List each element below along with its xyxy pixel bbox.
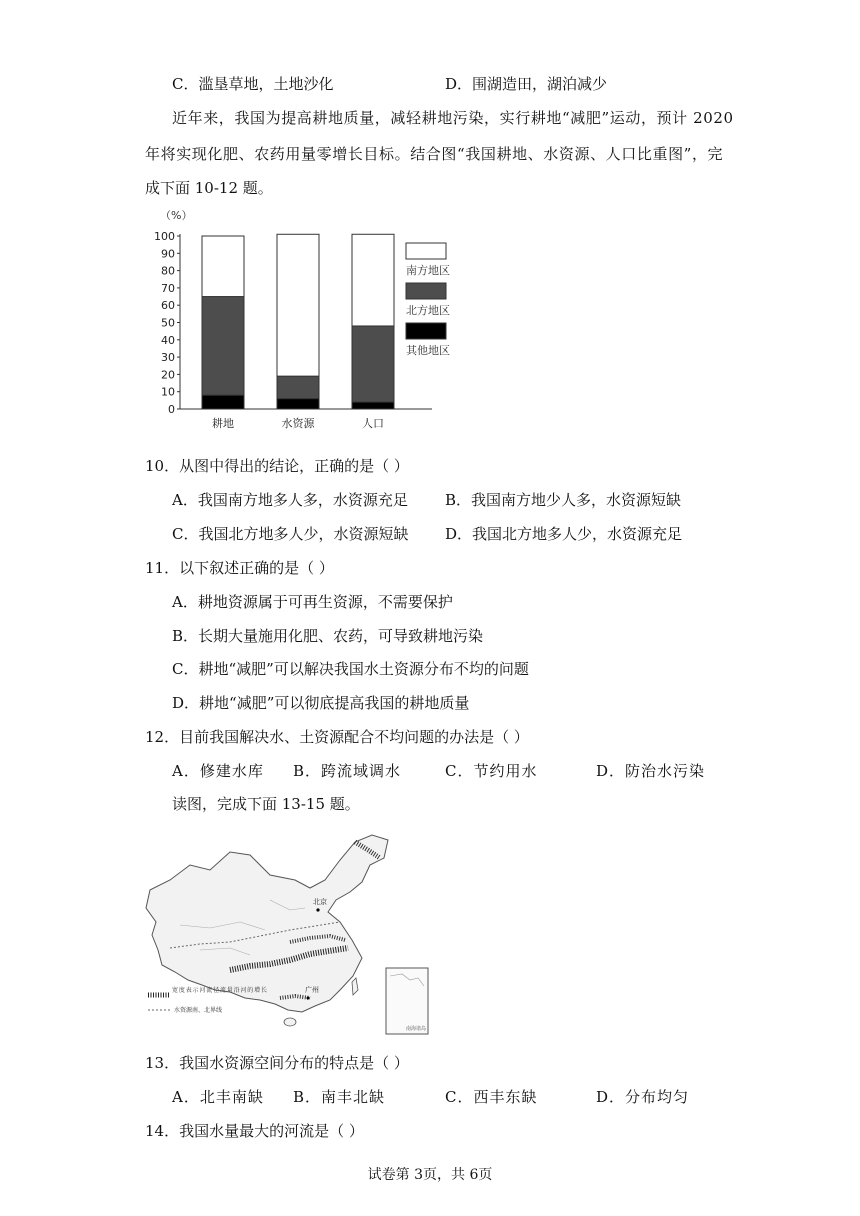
guangzhou-marker <box>307 997 310 1000</box>
q13-option-a: A．北丰南缺 <box>172 1088 264 1106</box>
q13-option-d: D．分布均匀 <box>596 1088 690 1106</box>
y-tick-label: 40 <box>161 333 175 347</box>
china-outline <box>146 835 388 1012</box>
y-axis-unit-label: （%） <box>160 209 193 222</box>
guangzhou-label: 广州 <box>305 986 319 994</box>
legend-label: 其他地区 <box>406 344 450 357</box>
q11-stem: 11．以下叙述正确的是（ ） <box>145 559 334 577</box>
y-tick-label: 80 <box>161 264 175 278</box>
q12-option-b: B．跨流域调水 <box>293 762 402 780</box>
bar-segment <box>202 297 244 396</box>
option-c-prev: C．滥垦草地，土地沙化 <box>172 75 334 93</box>
bar-segment <box>277 234 319 376</box>
option-d-prev: D．围湖造田，湖泊减少 <box>445 75 608 93</box>
q12-stem: 12．目前我国解决水、土资源配合不均问题的办法是（ ） <box>145 728 529 746</box>
legend-swatch <box>406 283 446 299</box>
bar-segment <box>352 326 394 402</box>
x-tick-label: 耕地 <box>212 417 234 430</box>
y-tick-label: 50 <box>161 316 175 330</box>
q12-option-c: C．节约用水 <box>445 762 538 780</box>
q13-option-b: B．南丰北缺 <box>293 1088 386 1106</box>
bar-segment <box>202 236 244 297</box>
beijing-label: 北京 <box>313 898 327 906</box>
q13-stem: 13．我国水资源空间分布的特点是（ ） <box>145 1054 409 1072</box>
q13-option-c: C．西丰东缺 <box>445 1088 538 1106</box>
intro-2: 读图，完成下面 13-15 题。 <box>172 795 360 813</box>
intro-line-3: 成下面 10-12 题。 <box>145 179 273 197</box>
bar-segment <box>352 234 394 326</box>
q11-option-a: A．耕地资源属于可再生资源，不需要保护 <box>172 593 453 611</box>
intro-line-1: 近年来，我国为提高耕地质量，减轻耕地污染，实行耕地“减肥”运动，预计 2020 <box>172 109 734 127</box>
q10-option-a: A．我国南方地多人多，水资源充足 <box>172 491 408 509</box>
y-tick-label: 90 <box>161 247 175 261</box>
legend-width-label: 宽度表示河流径流量沿河的增长 <box>172 987 267 994</box>
legend-swatch <box>406 243 446 259</box>
q10-stem: 10．从图中得出的结论，正确的是（ ） <box>145 457 409 475</box>
y-tick-label: 70 <box>161 281 175 295</box>
q11-option-c: C．耕地“减肥”可以解决我国水土资源分布不均的问题 <box>172 660 529 678</box>
q11-option-b: B．长期大量施用化肥、农药，可导致耕地污染 <box>172 627 484 645</box>
hainan-island <box>284 1018 296 1026</box>
y-tick-label: 20 <box>161 368 175 382</box>
y-tick-label: 30 <box>161 351 175 365</box>
q10-option-c: C．我国北方地多人少，水资源短缺 <box>172 525 409 543</box>
bar-segment <box>277 376 319 398</box>
y-tick-label: 10 <box>161 385 175 399</box>
stacked-bar-chart <box>140 205 470 435</box>
y-tick-label: 100 <box>154 230 175 243</box>
beijing-marker <box>316 908 319 911</box>
y-tick-label: 0 <box>168 403 175 416</box>
taiwan-island <box>352 978 358 995</box>
x-tick-label: 人口 <box>362 417 384 430</box>
q12-option-d: D．防治水污染 <box>596 762 706 780</box>
bar-segment <box>202 395 244 409</box>
bar-segment <box>352 402 394 409</box>
inset-label: 南海诸岛 <box>406 1026 427 1032</box>
x-tick-label: 水资源 <box>281 417 315 430</box>
q10-option-d: D．我国北方地多人少，水资源充足 <box>445 525 683 543</box>
legend-label: 北方地区 <box>406 304 450 317</box>
q14-stem: 14．我国水量最大的河流是（ ） <box>145 1122 364 1140</box>
legend-label: 南方地区 <box>406 264 450 277</box>
q10-option-b: B．我国南方地少人多，水资源短缺 <box>445 491 682 509</box>
q12-option-a: A．修建水库 <box>172 762 264 780</box>
y-tick-label: 60 <box>161 299 175 313</box>
q11-option-d: D．耕地“减肥”可以彻底提高我国的耕地质量 <box>172 694 470 712</box>
page-footer: 试卷第 3页，共 6页 <box>367 1167 493 1183</box>
legend-swatch <box>406 323 446 339</box>
china-water-map <box>140 830 460 1040</box>
bar-segment <box>277 399 319 409</box>
legend-boundary-label: 水资源南、北界线 <box>174 1007 223 1014</box>
intro-line-2: 年将实现化肥、农药用量零增长目标。结合图“我国耕地、水资源、人口比重图”，完 <box>145 145 724 163</box>
